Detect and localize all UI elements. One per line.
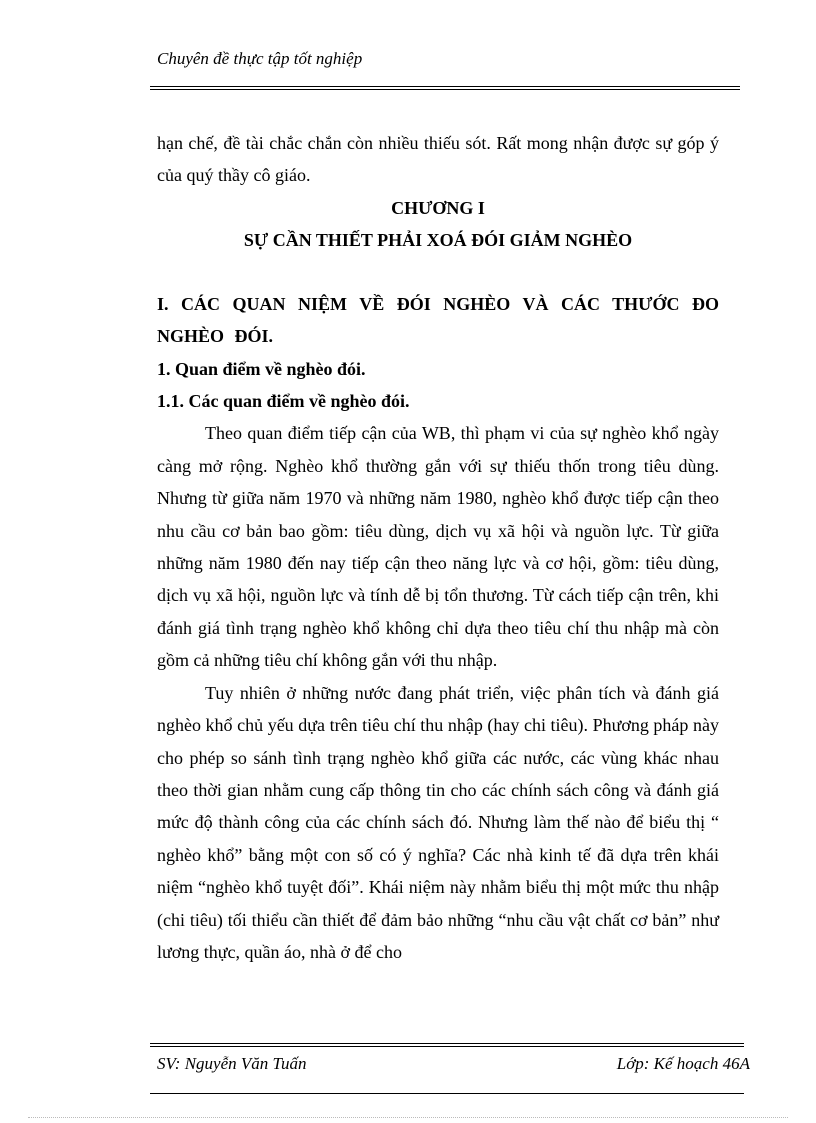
intro-paragraph: hạn chế, đề tài chắc chắn còn nhiều thiếu sót. Rất mong nhận được sự góp ý của quý thầy cô giáo. — [157, 133, 719, 186]
page-edge-dots — [28, 1117, 788, 1118]
header-rule — [150, 86, 740, 90]
header-title: Chuyên đề thực tập tốt nghiệp — [157, 49, 363, 68]
footer-rule-double — [150, 1043, 744, 1047]
subsection-heading: 1. Quan điểm về nghèo đói. — [157, 358, 366, 379]
body-paragraph-2: Tuy nhiên ở những nước đang phát triển, việc phân tích và đánh giá nghèo khổ chủ yếu dựa trên tiêu chí thu nhập (hay chi tiêu). Phương pháp này cho phép so sánh tình trạng nghèo khổ giữa các nước, các vùng khác nhau theo thời gian nhằm cung cấp thông tin cho các chính sách công và đánh giá mức độ thành công của các chính sách đó. Nhưng làm thế nào để biểu thị “ nghèo khổ” bằng một con số có ý nghĩa? Các nhà kinh tế đã dựa trên khái niệm “nghèo khổ tuyệt đối”. Khái niệm này nhằm biểu thị một mức thu nhập (chi tiêu) tối thiểu cần thiết để đảm bảo những “nhu cầu vật chất cơ bản” như lương thực, quần áo, nhà ở để cho — [157, 682, 719, 962]
chapter-label: CHƯƠNG I — [391, 197, 485, 218]
subsubsection-heading: 1.1. Các quan điểm về nghèo đói. — [157, 391, 410, 412]
body-paragraph-1: Theo quan điểm tiếp cận của WB, thì phạm vi của sự nghèo khổ ngày càng mở rộng. Nghèo khổ thường gắn với sự thiếu thốn trong tiêu dùng. Nhưng từ giữa năm 1970 và những năm 1980, nghèo khổ được tiếp cận theo nhu cầu cơ bản bao gồm: tiêu dùng, dịch vụ xã hội và nguồn lực. Từ giữa những năm 1980 đến nay tiếp cận theo năng lực và cơ hội, gồm: tiêu dùng, dịch vụ xã hội, nguồn lực và tính dễ bị tổn thương. Từ cách tiếp cận trên, khi đánh giá tình trạng nghèo khổ không chỉ dựa theo tiêu chí thu nhập mà còn gồm cả những tiêu chí không gắn với thu nhập. — [157, 423, 719, 671]
page-content — [157, 127, 719, 968]
footer-student: SV: Nguyễn Văn Tuấn — [157, 1054, 307, 1073]
chapter-title: SỰ CẦN THIẾT PHẢI XOÁ ĐÓI GIẢM NGHÈO — [243, 229, 633, 250]
section-heading: I. CÁC QUAN NIỆM VỀ ĐÓI NGHÈO VÀ CÁC THƯỚC ĐO NGHÈO ĐÓI. — [157, 293, 719, 347]
footer-class: Lớp: Kế hoạch 46A — [616, 1054, 750, 1073]
footer-rule-single — [150, 1093, 744, 1094]
